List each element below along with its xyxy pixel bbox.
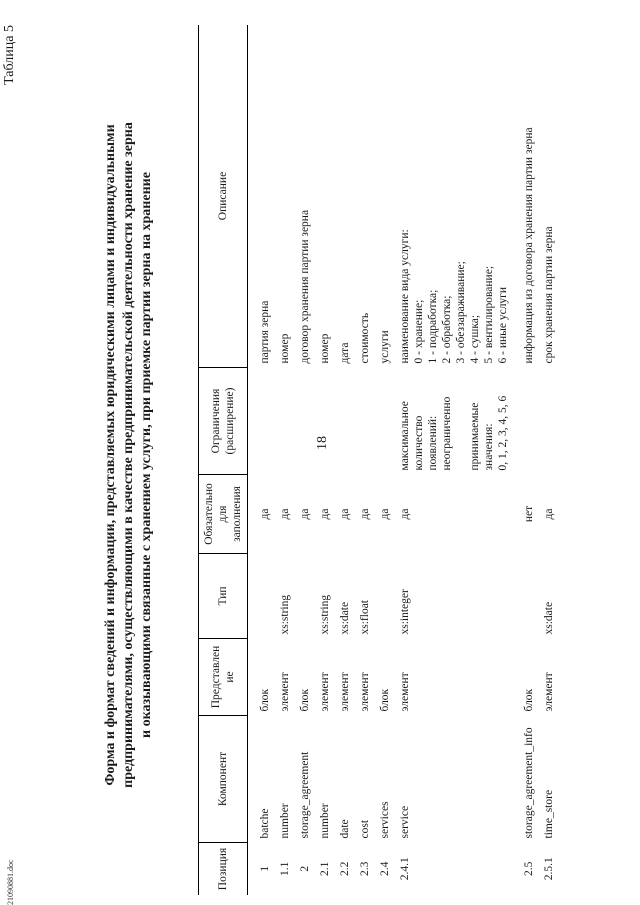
- cell-type: xs:integer: [399, 589, 411, 635]
- cell-limits: [298, 368, 318, 475]
- table-row: [298, 25, 318, 895]
- table-label: Таблица 5: [2, 25, 17, 85]
- cell-description: номер: [319, 333, 331, 364]
- cell-representation: элемент: [399, 672, 411, 712]
- cell-limits: [278, 368, 298, 475]
- description-line: 0 - хранение;: [413, 299, 425, 364]
- header-representation: Представлен ие: [199, 639, 248, 716]
- limit-line: количество: [413, 415, 425, 471]
- table-row: [358, 25, 378, 895]
- title-line: и оказывающими связанные с хранением услуги, при приемке партии зерна на хранение: [139, 172, 154, 738]
- cell-description: дата: [339, 342, 351, 364]
- cell-limits: [258, 368, 278, 475]
- cell-representation: элемент: [319, 672, 331, 712]
- limit-line: принимаемые: [469, 402, 481, 471]
- table-row: [522, 25, 542, 895]
- cell-limits: [318, 368, 338, 475]
- table-row: [398, 25, 510, 895]
- cell-required: да: [279, 508, 291, 520]
- cell-position: 2.4.1: [399, 857, 411, 881]
- cell-component: service: [399, 805, 411, 839]
- cell-description: срок хранения партии зерна: [543, 226, 555, 364]
- header-description: Описание: [199, 25, 248, 368]
- page-number: 18: [315, 436, 330, 450]
- description-line: 3 - обеззараживание;: [455, 261, 467, 364]
- cell-type: [298, 554, 318, 639]
- cell-limits: [398, 368, 510, 475]
- cell-type: xs:date: [339, 601, 351, 635]
- cell-representation: элемент: [543, 672, 555, 712]
- cell-position: 2.1: [319, 861, 331, 876]
- table-row: [378, 25, 398, 895]
- limit-line: появлений:: [427, 415, 439, 471]
- cell-description: партия зерна: [259, 300, 271, 364]
- cell-component: time_store: [543, 789, 555, 839]
- cell-type: [522, 554, 542, 639]
- limit-line: 0, 1, 2, 3, 4, 5, 6: [497, 395, 509, 471]
- description-line: 4 - сушка;: [469, 314, 481, 364]
- cell-required: нет: [523, 505, 535, 523]
- cell-description: договор хранения партии зерна: [299, 209, 311, 364]
- header-type: Тип: [199, 554, 248, 639]
- cell-description: информация из договора хранения партии зерна: [523, 127, 535, 364]
- cell-required: да: [379, 508, 391, 520]
- document-title: [102, 15, 156, 895]
- title-line: Форма и формат сведений и информации, представляемых юридическими лицами и индивидуальными: [103, 124, 118, 786]
- cell-required: да: [399, 508, 411, 520]
- cell-description: [398, 25, 510, 368]
- description-line: 2 - обработка;: [441, 295, 453, 364]
- cell-limits: [522, 368, 542, 475]
- table-row: [258, 25, 278, 895]
- cell-type: [258, 554, 278, 639]
- cell-component: date: [339, 819, 351, 839]
- cell-limits: [358, 368, 378, 475]
- cell-limits: [378, 368, 398, 475]
- cell-representation: блок: [523, 688, 535, 712]
- table-header-row: [199, 25, 248, 895]
- title-line: предпринимателями, осуществляющими в качестве предпринимательской деятельности хранение зерна: [121, 122, 136, 788]
- limit-line: неограниченно: [441, 396, 453, 471]
- cell-component: cost: [359, 819, 371, 839]
- cell-position: 2.2: [339, 861, 351, 876]
- cell-representation: блок: [299, 688, 311, 712]
- header-component: Компонент: [199, 716, 248, 843]
- cell-description: услуги: [379, 330, 391, 364]
- cell-limits: [338, 368, 358, 475]
- footer-doc-code: 21090881.doc: [6, 859, 15, 905]
- rotated-sheet: [2, 15, 602, 895]
- cell-component: batche: [259, 808, 271, 839]
- limit-line: [454, 372, 468, 471]
- cell-position: 2.5: [523, 861, 535, 876]
- description-line: наименование вида услуги:: [399, 229, 411, 364]
- cell-component: services: [379, 801, 391, 839]
- cell-component: storage_agreement: [299, 751, 311, 839]
- table-row: [318, 25, 338, 895]
- cell-representation: элемент: [359, 672, 371, 712]
- cell-representation: элемент: [339, 672, 351, 712]
- description-line: 6 - иные услуги: [497, 286, 509, 364]
- cell-required: да: [359, 508, 371, 520]
- description-line: 5 - вентилирование;: [483, 265, 495, 364]
- cell-representation: блок: [259, 688, 271, 712]
- cell-type: [378, 554, 398, 639]
- header-required: Обязательно для заполнения: [199, 475, 248, 554]
- cell-position: 2.5.1: [543, 857, 555, 881]
- cell-position: 2.3: [359, 861, 371, 876]
- limit-line: значения:: [483, 423, 495, 471]
- description-line: 1 - подработка;: [427, 289, 439, 364]
- cell-type: xs:float: [359, 600, 371, 635]
- cell-component: number: [279, 803, 291, 839]
- cell-description: стоимость: [359, 312, 371, 364]
- cell-required: да: [319, 508, 331, 520]
- spec-table: [198, 25, 562, 895]
- cell-position: 1: [259, 865, 271, 872]
- cell-description: номер: [279, 333, 291, 364]
- table-row: [278, 25, 298, 895]
- cell-required: да: [543, 508, 555, 520]
- cell-required: да: [259, 508, 271, 520]
- table-row: [542, 25, 562, 895]
- limit-line: максимальное: [399, 401, 411, 471]
- cell-type: xs:date: [543, 601, 555, 635]
- cell-position: 2: [299, 865, 311, 872]
- cell-position: 2.4: [379, 861, 391, 876]
- cell-required: да: [299, 508, 311, 520]
- cell-representation: блок: [379, 688, 391, 712]
- cell-position: 1.1: [279, 861, 291, 876]
- cell-required: да: [339, 508, 351, 520]
- cell-representation: элемент: [279, 672, 291, 712]
- header-limits: Ограничения (расширение): [199, 368, 248, 475]
- header-position: Позиция: [199, 843, 248, 896]
- cell-limits: [542, 368, 562, 475]
- table-row: [338, 25, 358, 895]
- cell-type: xs:string: [319, 594, 331, 635]
- cell-type: xs:string: [279, 594, 291, 635]
- cell-component: storage_agreement_info: [523, 727, 535, 839]
- cell-component: number: [319, 803, 331, 839]
